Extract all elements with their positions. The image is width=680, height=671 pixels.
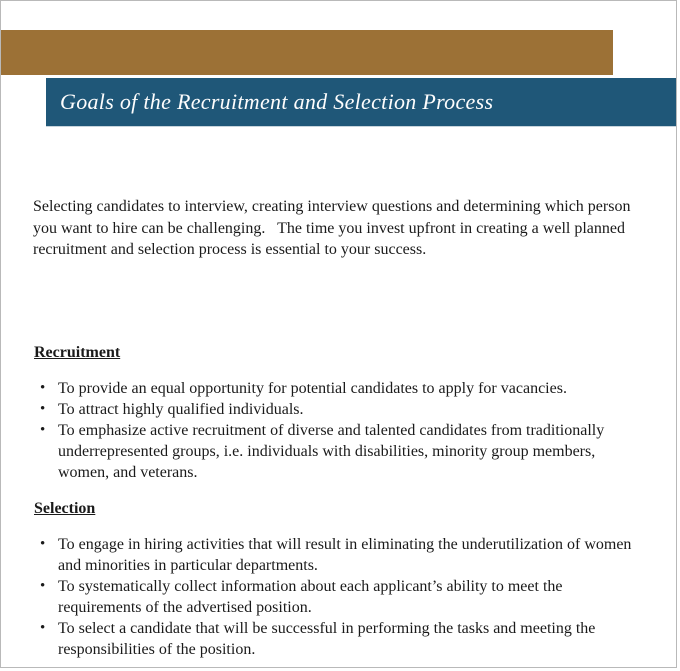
intro-paragraph: Selecting candidates to interview, creating interview questions and determining which person you want to hire can be challenging. The time you invest upfront in creating a well planned recruitment and selection process is essential to your success. <box>33 198 635 258</box>
document-body <box>33 196 637 660</box>
bullet-item: • To provide an equal opportunity for potential candidates to apply for vacancies. <box>33 378 637 399</box>
selection-bullet-list <box>33 534 637 660</box>
section-selection <box>33 498 637 660</box>
bullet-item: • To engage in hiring activities that will result in eliminating the underutilization of women and minorities in particular departments. <box>33 534 637 576</box>
bullet-item: • To attract highly qualified individuals. <box>33 399 637 420</box>
bullet-item: • To emphasize active recruitment of diverse and talented candidates from traditionally underrepresented groups, i.e. individuals with disabilities, minority group members, women, and veterans. <box>33 420 637 483</box>
bullet-item: • To select a candidate that will be successful in performing the tasks and meeting the responsibilities of the position. <box>33 618 637 660</box>
top-accent-bar <box>1 30 613 75</box>
recruitment-bullet-list <box>33 378 637 483</box>
section-recruitment <box>33 342 637 483</box>
page-title: Goals of the Recruitment and Selection Process <box>60 89 494 114</box>
bullet-item: • To systematically collect information about each applicant’s ability to meet the requirements of the advertised position. <box>33 576 637 618</box>
section-heading-recruitment: Recruitment <box>34 343 121 361</box>
title-banner <box>46 78 676 127</box>
section-heading-selection: Selection <box>34 499 96 517</box>
